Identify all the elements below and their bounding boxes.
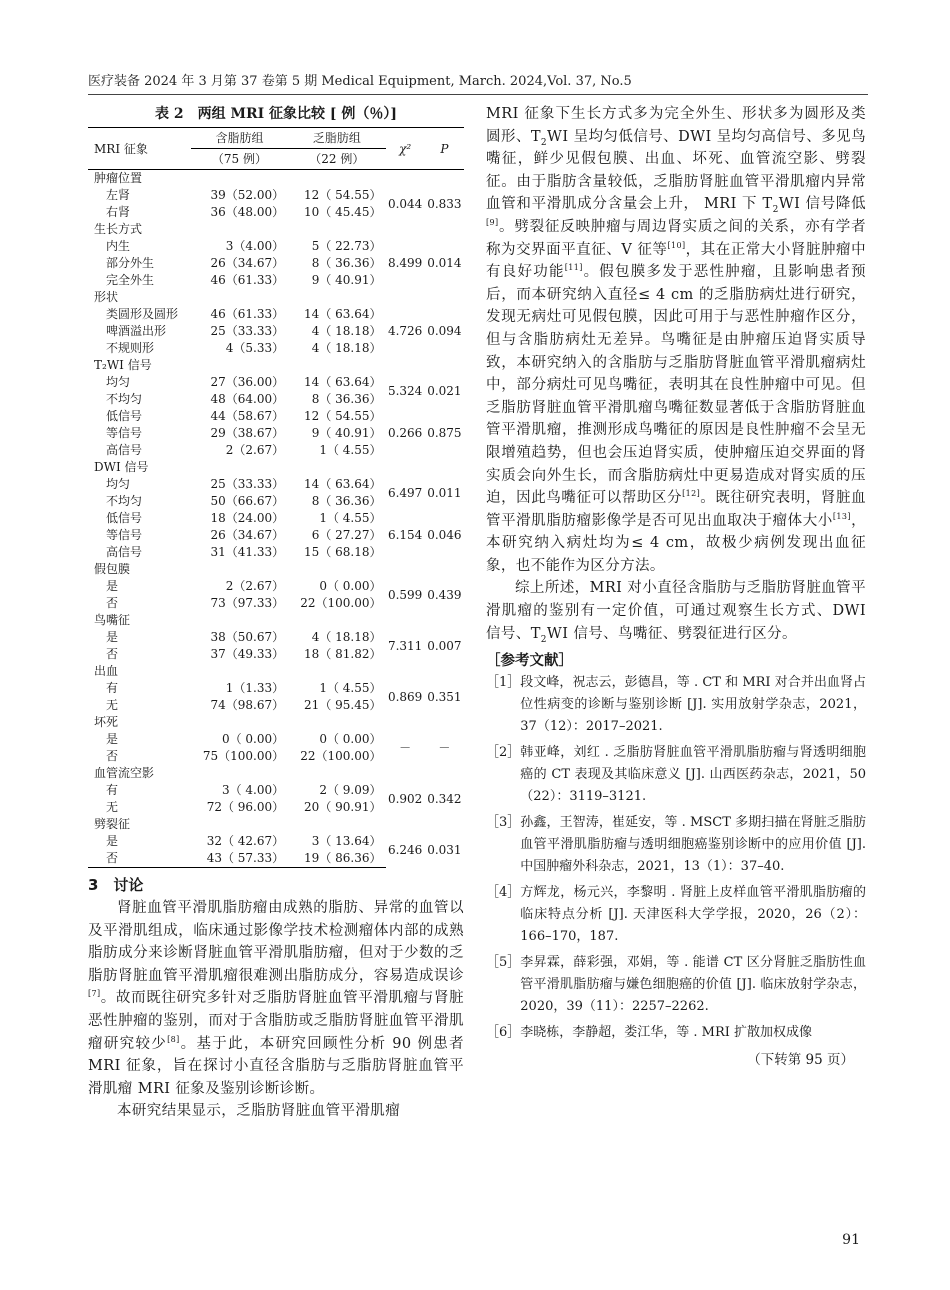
p-value: 0.046: [427, 528, 462, 542]
p-value: 0.011: [427, 485, 462, 500]
fat-group-value: 2（2.67）: [225, 579, 285, 593]
table-row: [88, 629, 464, 646]
row-label: 无: [106, 800, 119, 814]
p-value: 0.007: [427, 638, 462, 653]
fat-group-value: 46（61.33）: [210, 307, 285, 321]
fat-group-value: 43（ 57.33）: [191, 850, 288, 868]
poor-group-value: 1（ 4.55）: [319, 681, 382, 695]
col-header-p: P: [425, 128, 464, 170]
chi-square-value: 0.044: [387, 196, 423, 211]
running-header: 医疗装备 2024 年 3 月第 37 卷第 5 期 Medical Equipment, March. 2024,Vol. 37, No.5: [88, 70, 868, 95]
poor-group-value: 8（ 36.36）: [311, 494, 382, 508]
group-label: DWI 信号: [94, 460, 149, 474]
fat-group-value: 48（64.00）: [210, 392, 285, 406]
reference-item: [486, 742, 866, 808]
poor-group-value: 18（ 81.82）: [304, 647, 382, 661]
citation: [7]: [88, 989, 101, 999]
citation: [10]: [667, 240, 686, 250]
group-label: 坏死: [94, 715, 119, 729]
row-label: 高信号: [106, 443, 143, 457]
table-row: [88, 374, 464, 391]
fat-group-value: 72（ 96.00）: [206, 800, 285, 814]
poor-group-value: 0（ 0.00）: [319, 579, 382, 593]
row-label: 是: [106, 732, 119, 746]
row-label: 低信号: [106, 511, 143, 525]
right-column: [486, 103, 866, 1068]
row-label: 是: [106, 834, 119, 848]
page-number: 91: [842, 1232, 860, 1248]
references-heading: ［参考文献］: [486, 652, 573, 670]
chi-square-value: 6.497: [387, 485, 423, 500]
row-label: 完全外生: [106, 273, 155, 287]
col-header-feature: MRI 征象: [88, 128, 191, 170]
table-group-row: [88, 663, 464, 680]
fat-group-value: 26（34.67）: [210, 256, 285, 270]
table-row: [88, 833, 464, 850]
table-group-row: [88, 289, 464, 306]
row-label: 类圆形及圆形: [106, 307, 179, 321]
poor-group-value: 15（ 68.18）: [304, 545, 382, 559]
table-row: [88, 238, 464, 255]
reference-number: ［6］: [486, 1025, 521, 1041]
row-label: 否: [106, 749, 119, 763]
col-header-fat-n: （75 例）: [191, 149, 288, 170]
p-value: 0.021: [427, 383, 462, 398]
fat-group-value: 27（36.00）: [210, 375, 285, 389]
fat-group-value: 0（ 0.00）: [221, 732, 285, 746]
table-group-row: [88, 459, 464, 476]
p-value: 0.875: [427, 426, 462, 440]
mri-comparison-table: [88, 127, 464, 868]
reference-item: [486, 812, 866, 878]
fat-group-value: 73（97.33）: [210, 596, 285, 610]
table-group-row: [88, 170, 464, 188]
col-header-fat: 含脂肪组: [191, 128, 288, 149]
poor-group-value: 10（ 45.45）: [304, 205, 382, 219]
p-value: 0.351: [427, 689, 462, 704]
table-row: [88, 510, 464, 527]
row-label: 否: [88, 850, 191, 868]
fat-group-value: 36（48.00）: [210, 205, 285, 219]
group-label: 肿瘤位置: [94, 171, 143, 185]
discussion-paragraph-3: 综上所述，MRI 对小直径含脂肪与乏脂肪肾脏血管平滑肌瘤的鉴别有一定价值，可通过观察生长方式、DWI 信号、$T_2WI$ 信号、鸟嘴征、劈裂征进行区分。: [486, 580, 866, 645]
row-label: 部分外生: [106, 256, 155, 270]
row-label: 是: [106, 630, 119, 644]
poor-group-value: 0（ 0.00）: [319, 732, 382, 746]
fat-group-value: 46（61.33）: [210, 273, 285, 287]
discussion-paragraph-1: 肾脏血管平滑肌脂肪瘤由成熟的脂肪、异常的血管以及平滑肌组成，临床通过影像学技术检测瘤体内部的成熟脂肪成分来诊断肾脏血管平滑肌脂肪瘤，但对于少数的乏脂肪肾脏血管平滑肌瘤很难测出脂肪成分，容易造成误诊[7]。故而既往研究多针对乏脂肪肾脏血管平滑肌瘤与肾脏恶性肿瘤的鉴别，而对于含脂肪或乏脂肪肾脏血管平滑肌瘤研究较少[8]。基于此，本研究回顾性分析 90 例患者 MRI 征象，旨在探讨小直径含脂肪与乏脂肪肾脏血管平滑肌瘤 MRI 征象及鉴别诊断诊断。: [88, 900, 465, 1097]
reference-text: 孙鑫，王智涛，崔延安，等 . MSCT 多期扫描在肾脏乏脂肪血管平滑肌脂肪瘤与透明细胞癌鉴别诊断中的应用价值 [J]. 中国肿瘤外科杂志，2021，13（1）：37–40.: [520, 815, 866, 875]
table-body: [88, 170, 464, 868]
p-value: 0.094: [427, 324, 462, 338]
left-column: [88, 103, 464, 1123]
fat-group-value: 39（52.00）: [210, 188, 285, 202]
fat-group-value: 32（ 42.67）: [206, 834, 285, 848]
row-label: 均匀: [106, 375, 131, 389]
fat-group-value: 26（34.67）: [210, 528, 285, 542]
row-label: 右肾: [106, 205, 131, 219]
row-label: 不规则形: [106, 341, 155, 355]
row-label: 高信号: [106, 545, 143, 559]
poor-group-value: 21（ 95.45）: [304, 698, 382, 712]
chi-square-value: 5.324: [387, 383, 423, 398]
fat-group-value: 18（24.00）: [210, 511, 285, 525]
reference-number: ［5］: [486, 955, 521, 971]
reference-item: [486, 1022, 866, 1044]
group-label: 形状: [94, 290, 119, 304]
poor-group-value: 14（ 63.64）: [304, 307, 382, 321]
p-value: 0.342: [427, 791, 462, 806]
table-row: [88, 731, 464, 748]
chi-square-value: 7.311: [387, 638, 423, 653]
row-label: 内生: [106, 239, 131, 253]
fat-group-value: 2（2.67）: [225, 443, 285, 457]
table-group-row: [88, 816, 464, 833]
discussion-paragraph-2-start: 本研究结果显示，乏脂肪肾脏血管平滑肌瘤: [117, 1103, 401, 1120]
chi-square-value: 0.599: [387, 587, 423, 602]
poor-group-value: 4（ 18.18）: [311, 630, 382, 644]
fat-group-value: 74（98.67）: [210, 698, 285, 712]
reference-text: 段文峰，祝志云，彭德昌，等 . CT 和 MRI 对合并出血肾占位性病变的诊断与鉴别诊断 [J]. 实用放射学杂志，2021，37（12）：2017–2021.: [520, 675, 866, 735]
group-label: 假包膜: [94, 562, 131, 576]
citation: [8]: [167, 1034, 180, 1044]
citation: [12]: [682, 489, 701, 499]
chi-square-value: 0.869: [387, 689, 423, 704]
table-group-row: [88, 357, 464, 374]
row-label: 等信号: [106, 426, 143, 440]
chi-square-value: 6.246: [387, 842, 423, 857]
reference-text: 李晓栋，李静超，娄江华，等 . MRI 扩散加权成像: [520, 1025, 813, 1041]
fat-group-value: 25（33.33）: [210, 324, 285, 338]
reference-item: [486, 952, 866, 1018]
row-label: 左肾: [106, 188, 131, 202]
row-label: 低信号: [106, 409, 143, 423]
table-title: 表 2 两组 MRI 征象比较 [ 例（％）]: [154, 106, 398, 122]
fat-group-value: 37（49.33）: [210, 647, 285, 661]
table-group-row: [88, 714, 464, 731]
table-row: [88, 782, 464, 799]
citation: [13]: [832, 511, 851, 521]
p-value: 0.031: [427, 842, 462, 857]
col-header-poor-n: （22 例）: [288, 149, 385, 170]
poor-group-value: 19（ 86.36）: [288, 850, 385, 868]
citation: [9]: [486, 218, 499, 228]
p-value: 0.014: [427, 256, 462, 270]
fat-group-value: 44（58.67）: [210, 409, 285, 423]
group-label: 劈裂征: [94, 817, 131, 831]
chi-square-value: 0.902: [387, 791, 423, 806]
table-row: [88, 187, 464, 204]
poor-group-value: 22（100.00）: [300, 596, 382, 610]
poor-group-value: 8（ 36.36）: [311, 392, 382, 406]
table-row: [88, 306, 464, 323]
chi-square-value: 8.499: [387, 256, 423, 270]
fat-group-value: 3（4.00）: [225, 239, 285, 253]
poor-group-value: 1（ 4.55）: [319, 511, 382, 525]
row-label: 啤酒溢出形: [106, 324, 167, 338]
continued-note: （下转第 95 页）: [747, 1052, 854, 1069]
group-label: 血管流空影: [94, 766, 155, 780]
group-label: 出血: [94, 664, 119, 678]
poor-group-value: 20（ 90.91）: [304, 800, 382, 814]
poor-group-value: 22（100.00）: [300, 749, 382, 763]
table-group-row: [88, 221, 464, 238]
p-value: －: [438, 740, 451, 755]
discussion-paragraph-2: MRI 征象下生长方式多为完全外生、形状多为圆形及类圆形、$T_2WI$ 呈均匀低信号、DWI 呈均匀高信号、多见鸟嘴征，鲜少见假包膜、出血、坏死、血管流空影、劈裂征。由于脂肪含量较低，乏脂肪肾脏血管平滑肌瘤内异常血管和平滑肌成分含量会上升， MRI 下 $T_2WI$ 信号降低[9]。劈裂征反映肿瘤与周边肾实质之间的关系，亦有学者称为交界面平直征、V 征等[10]，其在正常大小肾脏肿瘤中有良好功能[11]。假包膜多发于恶性肿瘤，且影响患者预后，而本研究纳入直径≤ 4 cm 的乏脂肪病灶进行研究，发现无病灶可见假包膜，因此可用于与恶性肿瘤作区分，但与含脂肪病灶无差异。鸟嘴征是由肿瘤压迫肾实质导致，本研究纳入的含脂肪与乏脂肪肾脏血管平滑肌瘤病灶中，部分病灶可见鸟嘴征，表明其在良性肿瘤中可见。但乏脂肪肾脏血管平滑肌瘤鸟嘴征数显著低于含脂肪肾脏血管平滑肌瘤，推测形成鸟嘴征的原因是良性肿瘤不会呈无限增殖趋势，但也会压迫肾实质，使肿瘤压迫交界面的肾实质会向外生长，而含脂肪病灶中更易造成对肾实质的压迫，因此鸟嘴征可以帮助区分[12]。既往研究表明，肾脏血管平滑肌脂肪瘤影像学是否可见出血取决于瘤体大小[13]，本研究纳入病灶均为≤ 4 cm，故极少病例发现出血征象，也不能作为区分方法。: [486, 106, 867, 574]
group-label: 生长方式: [94, 222, 143, 236]
row-label: 否: [106, 647, 119, 661]
fat-group-value: 25（33.33）: [210, 477, 285, 491]
row-label: 有: [106, 681, 119, 695]
table-row: [88, 578, 464, 595]
table-group-row: [88, 612, 464, 629]
reference-item: [486, 672, 866, 738]
fat-group-value: 29（38.67）: [210, 426, 285, 440]
row-label: 不均匀: [106, 494, 143, 508]
reference-list: [486, 672, 866, 1044]
chi-square-value: 0.266: [387, 426, 423, 440]
p-value: 0.439: [427, 587, 462, 602]
poor-group-value: 4（ 18.18）: [311, 341, 382, 355]
poor-group-value: 2（ 9.09）: [319, 783, 382, 797]
table-group-row: [88, 561, 464, 578]
poor-group-value: 6（ 27.27）: [311, 528, 382, 542]
row-label: 有: [106, 783, 119, 797]
reference-number: ［2］: [486, 745, 521, 761]
poor-group-value: 9（ 40.91）: [311, 426, 382, 440]
poor-group-value: 12（ 54.55）: [304, 409, 382, 423]
reference-text: 韩亚峰，刘红 . 乏脂肪肾脏血管平滑肌脂肪瘤与肾透明细胞癌的 CT 表现及其临床意义 [J]. 山西医药杂志，2021，50（22）：3119–3121.: [520, 745, 866, 805]
poor-group-value: 3（ 13.64）: [311, 834, 382, 848]
poor-group-value: 14（ 63.64）: [304, 375, 382, 389]
row-label: 无: [106, 698, 119, 712]
col-header-chi: χ²: [386, 128, 425, 170]
table-row: [88, 680, 464, 697]
fat-group-value: 3（ 4.00）: [221, 783, 285, 797]
row-label: 不均匀: [106, 392, 143, 406]
citation: [11]: [564, 263, 583, 273]
poor-group-value: 14（ 63.64）: [304, 477, 382, 491]
row-label: 是: [106, 579, 119, 593]
group-label: T₂WI 信号: [94, 358, 152, 372]
poor-group-value: 12（ 54.55）: [304, 188, 382, 202]
poor-group-value: 9（ 40.91）: [311, 273, 382, 287]
p-value: 0.833: [427, 196, 462, 211]
chi-square-value: －: [399, 740, 412, 755]
reference-number: ［3］: [486, 815, 521, 831]
table-group-row: [88, 765, 464, 782]
table-row: [88, 476, 464, 493]
poor-group-value: 8（ 36.36）: [311, 256, 382, 270]
poor-group-value: 1（ 4.55）: [319, 443, 382, 457]
section-heading: 3 讨论: [88, 876, 144, 894]
row-label: 均匀: [106, 477, 131, 491]
fat-group-value: 4（5.33）: [225, 341, 285, 355]
poor-group-value: 5（ 22.73）: [311, 239, 382, 253]
group-label: 鸟嘴征: [94, 613, 131, 627]
chi-square-value: 4.726: [387, 324, 423, 338]
reference-text: 李昇霖，薛彩强，邓娟，等 . 能谱 CT 区分肾脏乏脂肪性血管平滑肌脂肪瘤与嫌色细胞癌的价值 [J]. 临床放射学杂志，2020，39（11）：2257–2262.: [520, 955, 866, 1015]
fat-group-value: 50（66.67）: [210, 494, 285, 508]
col-header-poor: 乏脂肪组: [288, 128, 385, 149]
chi-square-value: 6.154: [387, 528, 423, 542]
reference-text: 方辉龙，杨元兴，李黎明 . 肾脏上皮样血管平滑肌脂肪瘤的临床特点分析 [J]. 天津医科大学学报，2020，26（2）：166–170，187.: [520, 885, 866, 945]
table-row: [88, 408, 464, 425]
fat-group-value: 38（50.67）: [210, 630, 285, 644]
fat-group-value: 31（41.33）: [210, 545, 285, 559]
reference-item: [486, 882, 866, 948]
fat-group-value: 75（100.00）: [202, 749, 285, 763]
reference-number: ［4］: [486, 885, 521, 901]
poor-group-value: 4（ 18.18）: [311, 324, 382, 338]
row-label: 等信号: [106, 528, 143, 542]
fat-group-value: 1（1.33）: [225, 681, 285, 695]
row-label: 否: [106, 596, 119, 610]
reference-number: ［1］: [486, 675, 521, 691]
